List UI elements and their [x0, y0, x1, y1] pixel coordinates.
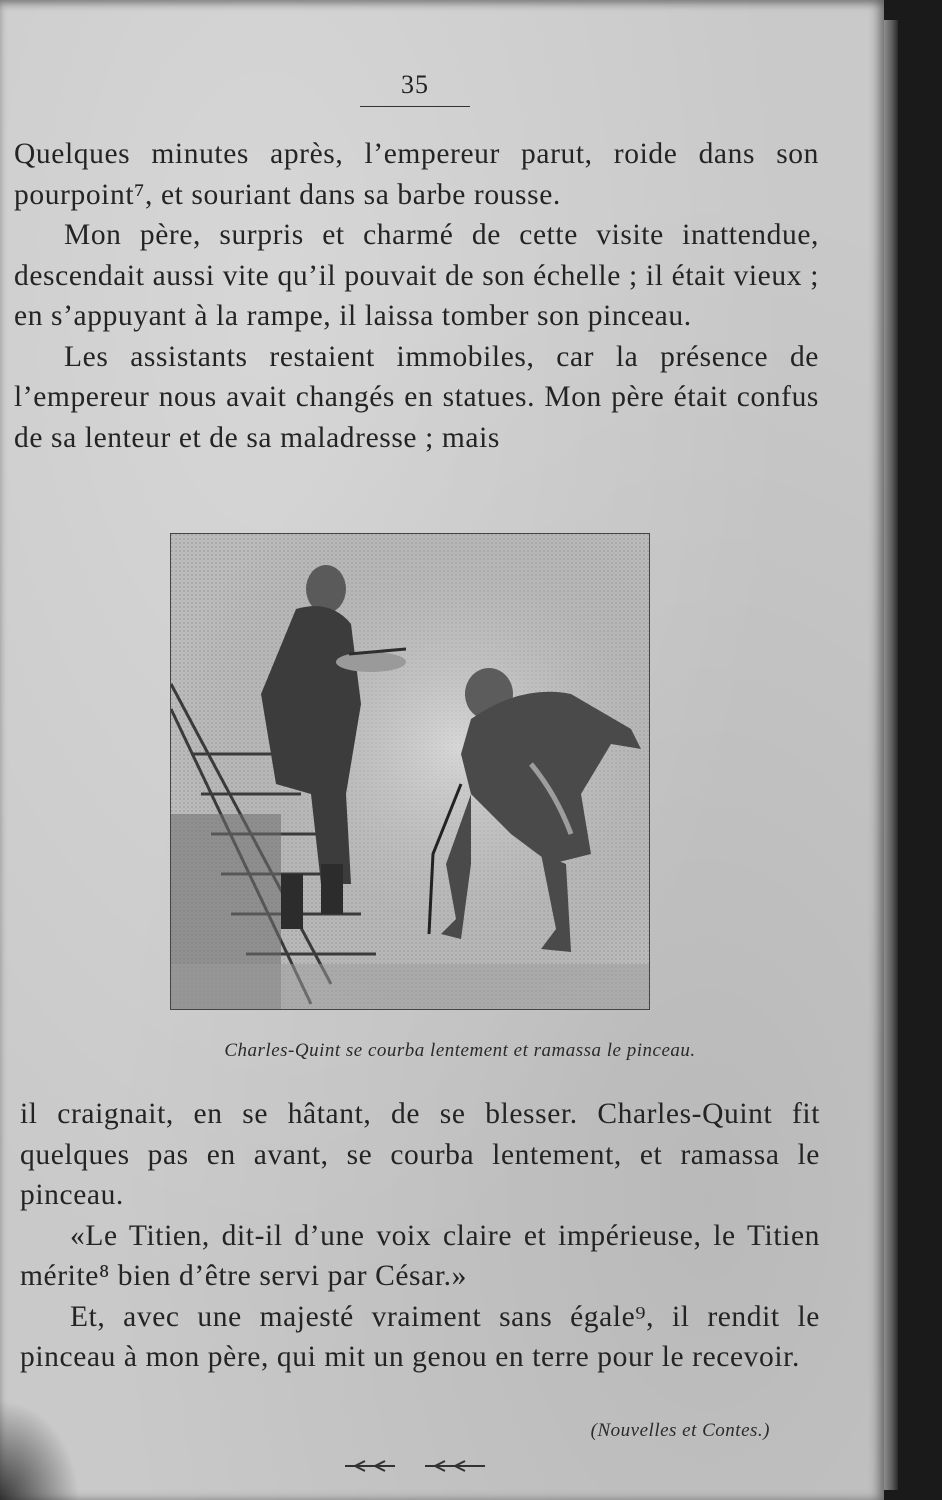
- ornament-divider: [340, 1457, 490, 1475]
- paragraph-1: Quelques minutes après, l’empereur parut, roide dans son pourpoint⁷, et souriant dans sa barbe rousse.: [14, 138, 819, 211]
- page-number-rule: [360, 106, 470, 107]
- paragraph-6: Et, avec une majesté vraiment sans égale⁹, il rendit le pinceau à mon père, qui mit un genou en terre pour le recevoir.: [20, 1300, 820, 1373]
- page-corner-stain: [0, 1400, 80, 1500]
- engraving-illustration: [170, 533, 650, 1010]
- text-block-top: [14, 134, 819, 458]
- paragraph-2: Mon père, surpris et charmé de cette visite inattendue, descendait aussi vite qu’il pouvait de son échelle ; il était vieux ; en s’appuyant à la rampe, il laissa tomber son pinceau.: [14, 219, 819, 332]
- source-citation: (Nouvelles et Contes.): [590, 1420, 770, 1441]
- text-block-bottom: [20, 1094, 820, 1378]
- illustration-caption: Charles-Quint se courba lentement et ramassa le pinceau.: [224, 1040, 696, 1061]
- paragraph-5: «Le Titien, dit-il d’une voix claire et impérieuse, le Titien mérite⁸ bien d’être servi par César.»: [20, 1219, 820, 1292]
- page-edge: [884, 20, 898, 1490]
- paragraph-4: il craignait, en se hâtant, de se blesser. Charles-Quint fit quelques pas en avant, se courba lentement, et ramassa le pinceau.: [20, 1098, 820, 1211]
- paragraph-3: Les assistants restaient immobiles, car la présence de l’empereur nous avait changés en statues. Mon père était confus de sa lenteur et de sa maladresse ; mais: [14, 340, 819, 454]
- page-number: 35: [401, 70, 429, 99]
